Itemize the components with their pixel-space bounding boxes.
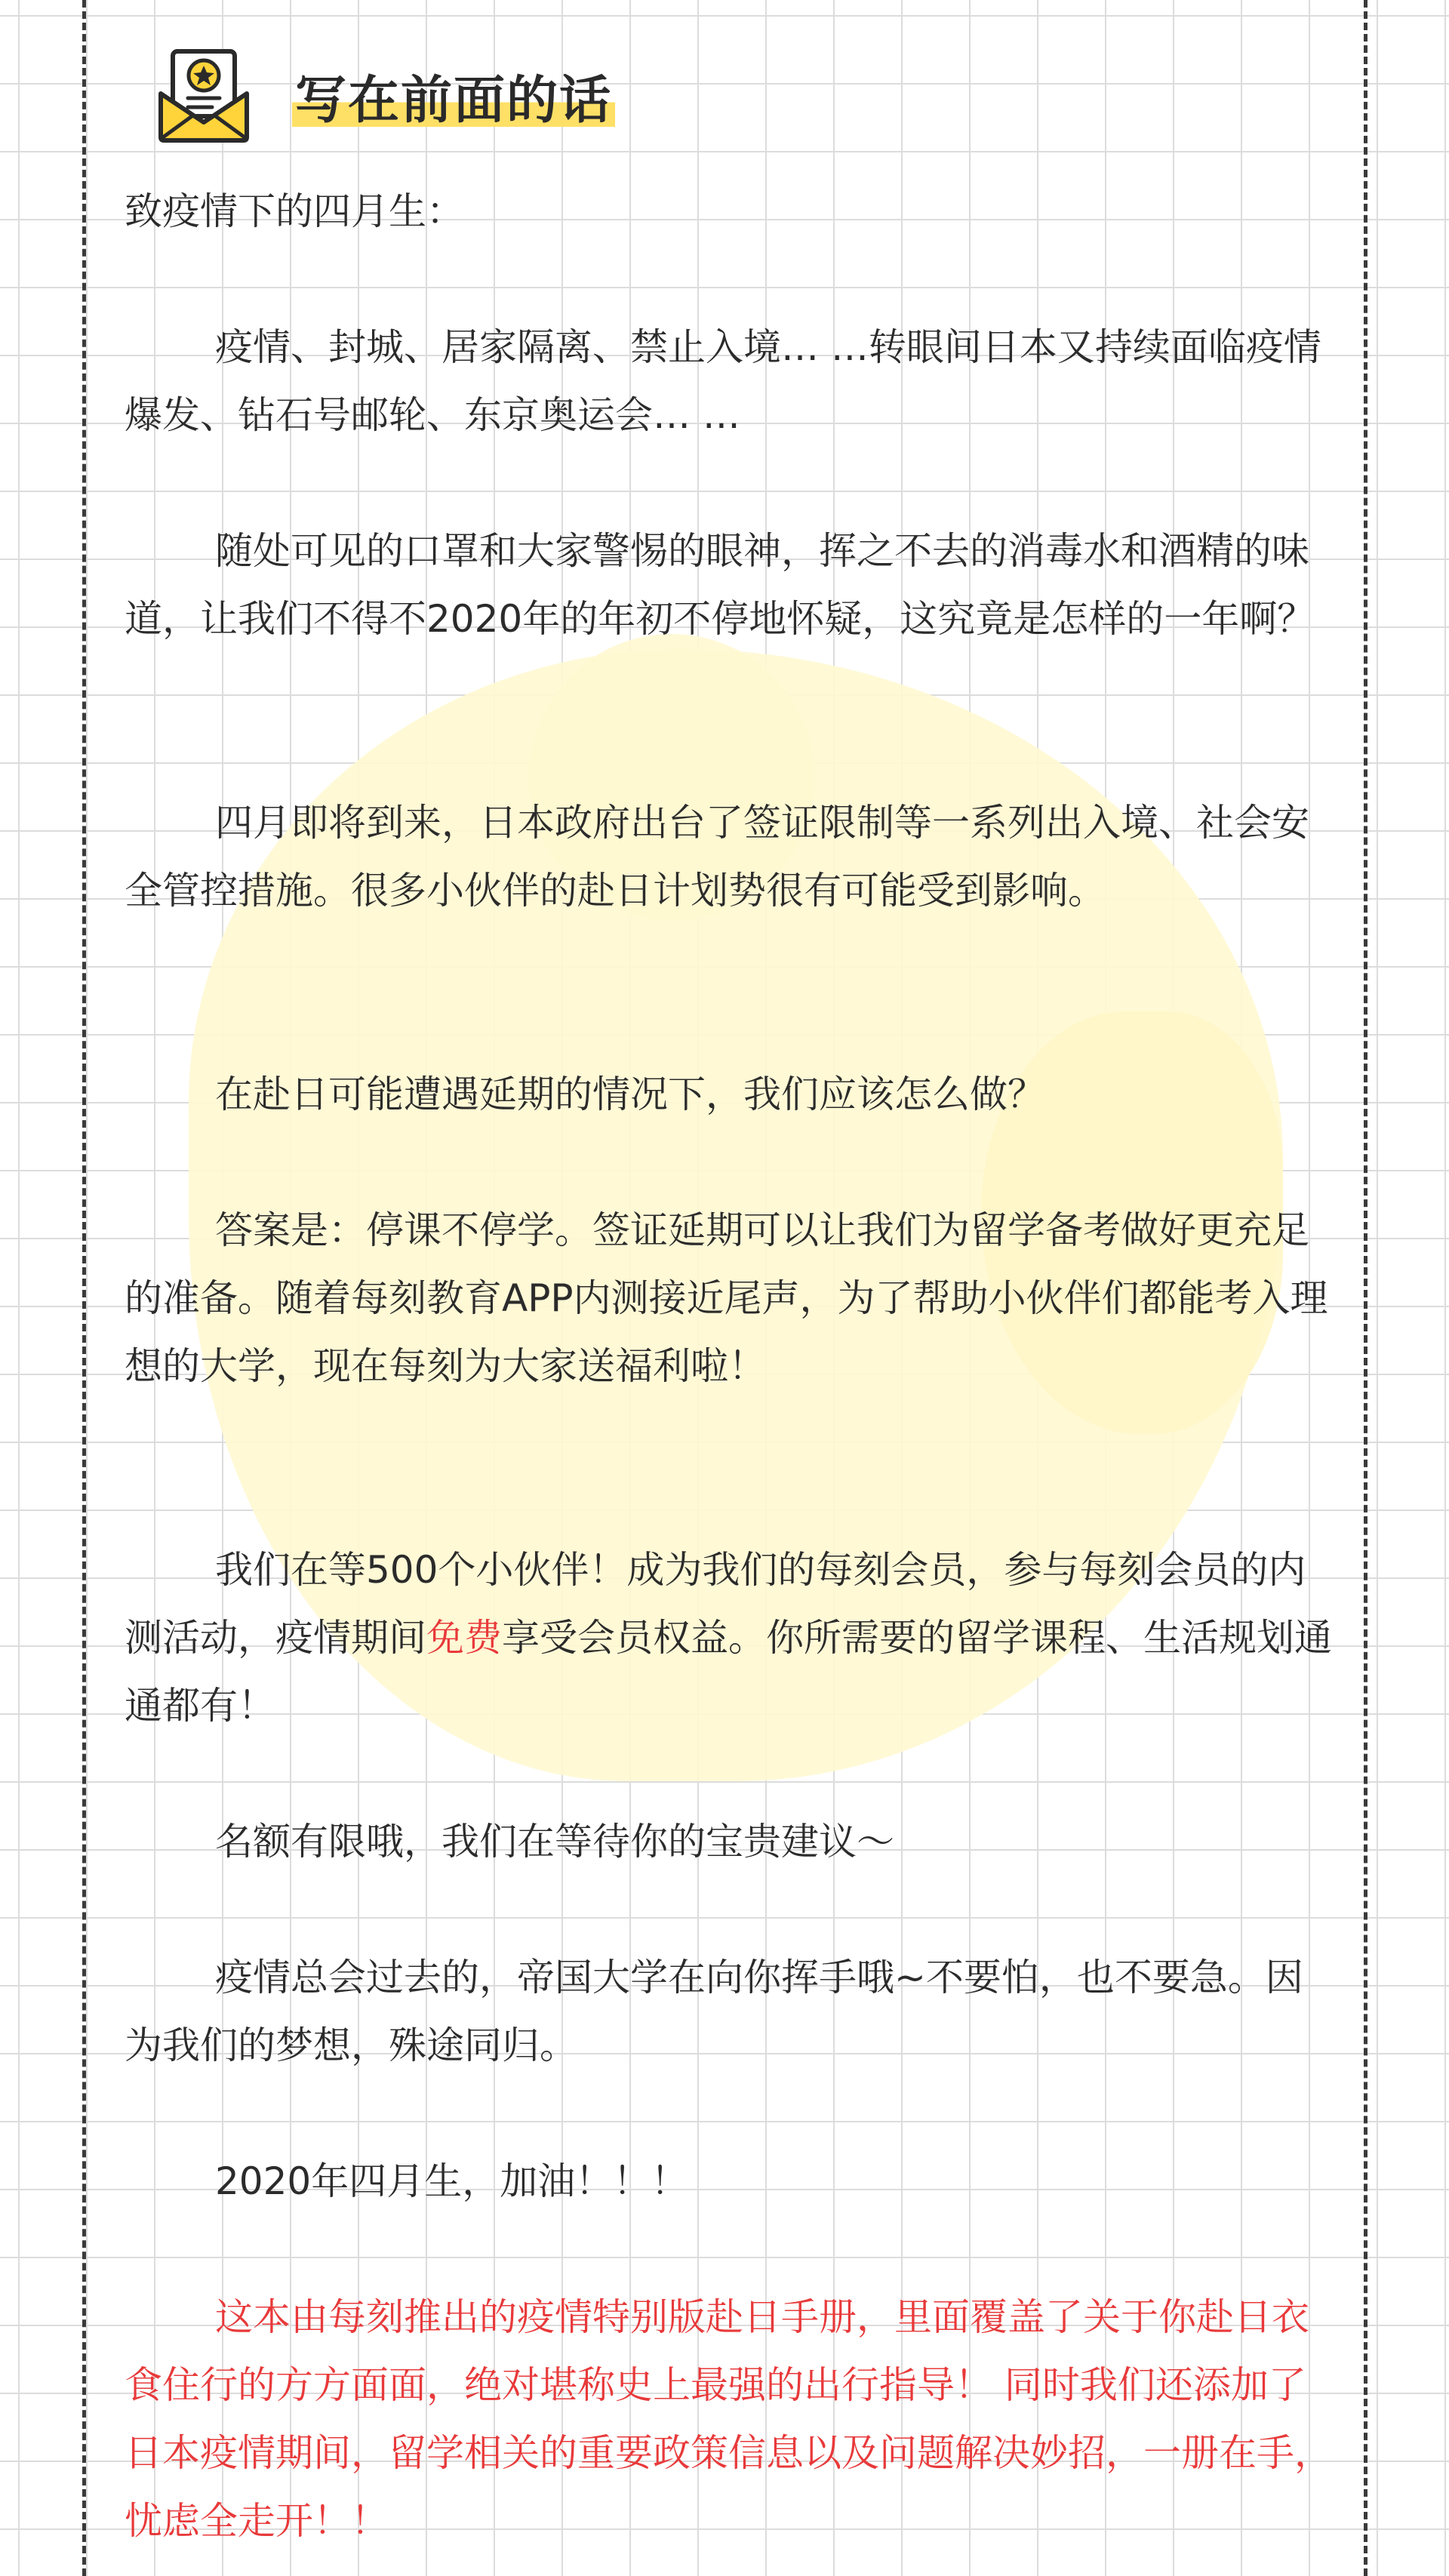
right-dashed-border: [1364, 0, 1367, 2576]
paragraph-6-text-a: 我们在等500个小伙伴！成为我们的每刻会员，参与每刻会员的内测活动，疫情期间: [125, 1548, 1306, 1660]
page-title: 写在前面的话: [292, 60, 615, 133]
envelope-star-icon: [155, 47, 253, 145]
paragraph-6: [125, 1536, 1332, 1740]
section-header: [155, 39, 615, 152]
paragraph-5: 答案是：停课不停学。签证延期可以让我们为留学备考做好更充足的准备。随着每刻教育APP内测接近尾声，为了帮助小伙伴们都能考入理想的大学，现在每刻为大家送福利啦！: [125, 1208, 1328, 1388]
letter-greeting: 致疫情下的四月生：: [125, 189, 464, 233]
paragraph-10-highlight: 这本由每刻推出的疫情特别版赴日手册，里面覆盖了关于你赴日衣食住行的方方面面，绝对堪称史上最强的出行指导！ 同时我们还添加了日本疫情期间，留学相关的重要政策信息以及问题解决妙招，一册在手，忧虑全走开！！: [125, 2295, 1332, 2543]
free-highlight: 免费: [426, 1616, 502, 1660]
paragraph-8: 疫情总会过去的，帝国大学在向你挥手哦~不要怕，也不要急。因为我们的梦想，殊途同归。: [125, 1956, 1303, 2067]
paragraph-6-text-b: 享受会员权益。你所需要的留学课程、生活规划通通都有！: [125, 1616, 1332, 1728]
paragraph-7: 名额有限哦，我们在等待你的宝贵建议～: [215, 1820, 894, 1864]
left-dashed-border: [82, 0, 86, 2576]
paragraph-3: 四月即将到来，日本政府出台了签证限制等一系列出入境、社会安全管控措施。很多小伙伴的赴日计划势很有可能受到影响。: [125, 801, 1309, 913]
paragraph-4: 在赴日可能遭遇延期的情况下，我们应该怎么做？: [215, 1073, 1045, 1116]
paragraph-1: 疫情、封城、居家隔离、禁止入境… …转眼间日本又持续面临疫情爆发、钻石号邮轮、东京奥运会… …: [125, 325, 1321, 437]
paragraph-2: 随处可见的口罩和大家警惕的眼神，挥之不去的消毒水和酒精的味道，让我们不得不2020年的年初不停地怀疑，这究竟是怎样的一年啊？: [125, 529, 1315, 641]
paragraph-9: 2020年四月生，加油！！！: [215, 2159, 689, 2203]
